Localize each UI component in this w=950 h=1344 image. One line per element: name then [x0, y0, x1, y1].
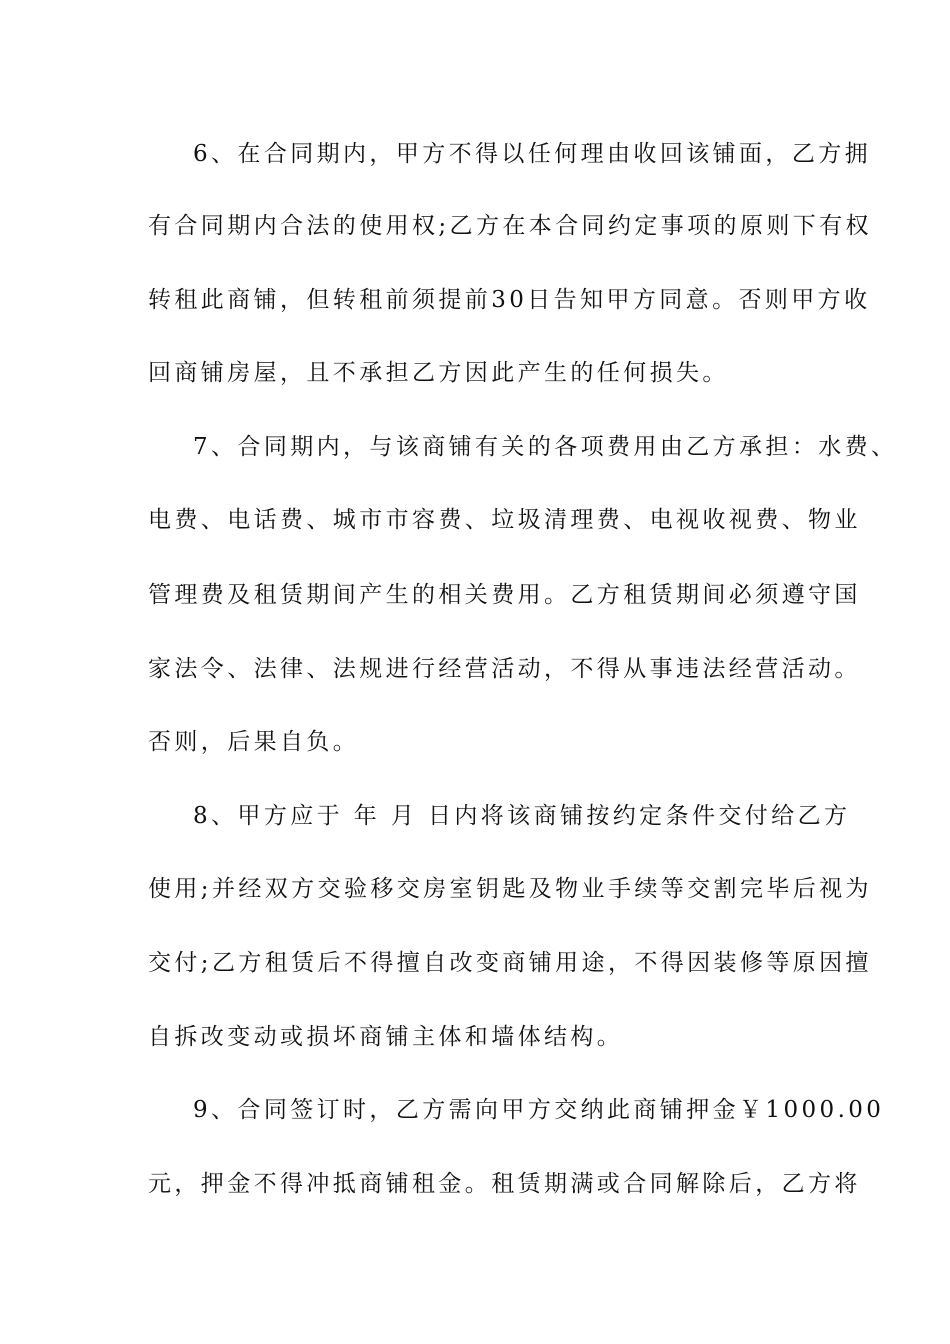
clause-9-line-2: 元，押金不得冲抵商铺租金。租赁期满或合同解除后，乙方将	[148, 1171, 861, 1197]
clause-8-line-3: 交付;乙方租赁后不得擅自改变商铺用途，不得因装修等原因擅	[148, 950, 872, 976]
clause-7-line-4: 家法令、法律、法规进行经营活动，不得从事违法经营活动。	[148, 656, 861, 682]
clause-7-line-2: 电费、电话费、城市市容费、垃圾清理费、电视收视费、物业	[148, 507, 861, 533]
clause-7-line-3: 管理费及租赁期间产生的相关费用。乙方租赁期间必须遵守国	[148, 582, 861, 608]
clause-8-line-1: 8、甲方应于 年 月 日内将该商铺按约定条件交付给乙方	[193, 803, 851, 829]
clause-6-line-1: 6、在合同期内，甲方不得以任何理由收回该铺面，乙方拥	[193, 141, 872, 167]
clause-8-line-2: 使用;并经双方交验移交房室钥匙及物业手续等交割完毕后视为	[148, 876, 872, 902]
clause-6-line-3: 转租此商铺，但转租前须提前30日告知甲方同意。否则甲方收	[148, 287, 871, 313]
clause-8-line-4: 自拆改变动或损坏商铺主体和墙体结构。	[148, 1024, 624, 1050]
clause-7-line-5: 否则，后果自负。	[148, 729, 360, 755]
clause-6-line-4: 回商铺房屋，且不承担乙方因此产生的任何损失。	[148, 360, 729, 386]
clause-7-line-1: 7、合同期内，与该商铺有关的各项费用由乙方承担：水费、	[193, 434, 898, 460]
clause-6-line-2: 有合同期内合法的使用权;乙方在本合同约定事项的原则下有权	[148, 213, 872, 239]
clause-9-line-1: 9、合同签订时，乙方需向甲方交纳此商铺押金￥1000.00	[193, 1097, 885, 1123]
